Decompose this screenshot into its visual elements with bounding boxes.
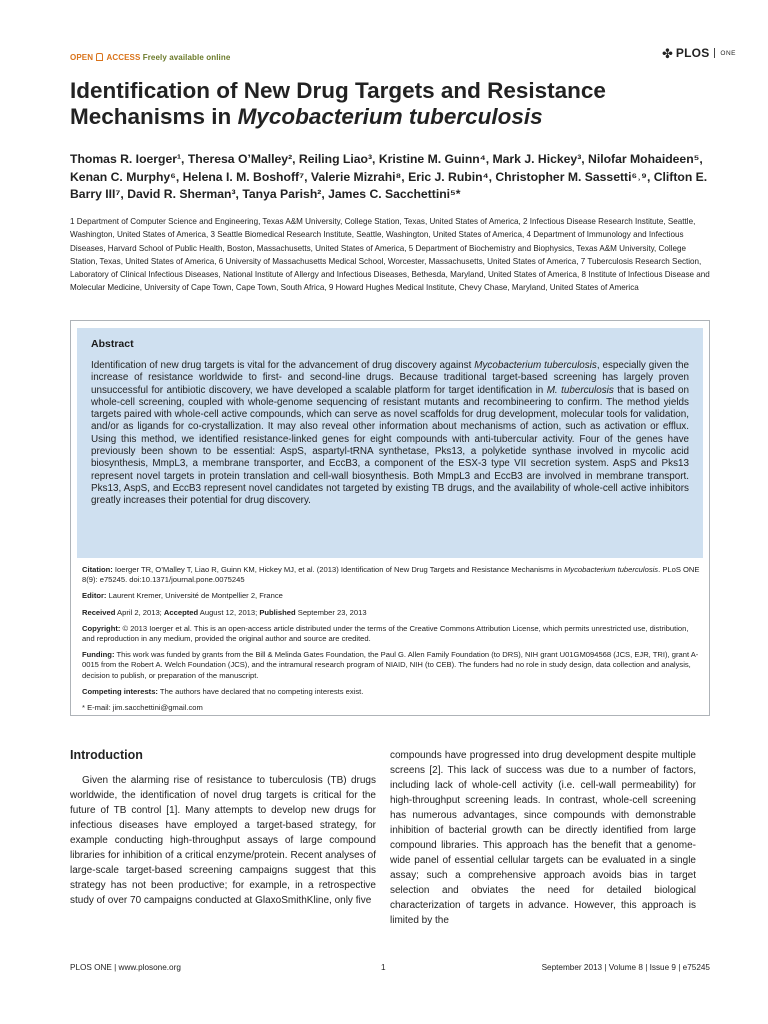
accepted-label: Accepted bbox=[163, 607, 199, 617]
competing-interests bbox=[82, 687, 702, 697]
abstract-panel bbox=[77, 328, 703, 558]
abstract-italic-1: Mycobacterium tuberculosis bbox=[474, 360, 597, 371]
access-label: ACCESS bbox=[106, 53, 141, 62]
copyright bbox=[82, 624, 702, 644]
publisher-name: PLOS bbox=[675, 46, 710, 60]
citation-text: Ioerger TR, O’Malley T, Liao R, Guinn KM, Hickey MJ, et al. (2013) Identification of New Drug Targets and Resistance Mechanisms in bbox=[112, 565, 564, 574]
title-line-1: Identification of New Drug Targets and Resistance bbox=[70, 78, 606, 103]
citation bbox=[82, 565, 702, 585]
intro-column-right bbox=[390, 748, 696, 928]
abstract-part-3: that is based on whole-cell screening, coupled with whole-genome sequencing of resistant mutants and recombineering to confirm. The method yields targets paired with whole-cell active compounds, which can serve as novel scaffolds for drug development, molecular tools for validation, and/or as ligands for co-crystallization. It may also reveal other information about mechanisms of action, such as activation or efflux. Using this method, we identified resistance-linked genes for eight compounds with anti-tubercular activity. Four of the genes have previously been shown to be essential: AspS, aspartyl-tRNA synthetase, Pks13, a polyketide synthase involved in mycolic acid biosynthesis, MmpL3, a membrane transporter, and EccB3, a component of the ESX-3 type VII secretion system. AspS and Pks13 represent novel targets in protein translation and cell-wall biosynthesis. Both MmpL3 and EccB3 are involved in membrane transport. Pks13, AspS, and EccB3 represent novel candidates not targeted by existing TB drugs, and the availability of whole-cell active inhibitors greatly increases their potential for drug discovery. bbox=[91, 384, 690, 507]
received-date: April 2, 2013; bbox=[115, 607, 164, 617]
affiliations: 1 Department of Computer Science and Engineering, Texas A&M University, College Station, Texas, United States of America, 2 Infectious Disease Research Institute, Seattle, Washington, United States of America, 3 Seattle Biomedical Research Institute, Seattle, Washington, United States of America, 4 Department of Immunology and Infectious Diseases, Harvard School of Public Health, Boston, Massachusetts, United States of America, 5 Department of Biochemistry and Biophysics, Texas A&M University, College Station, Texas, United States of America, 6 University of Massachusetts Medical School, Worcester, Massachusetts, United States of America, 7 Tuberculosis Research Section, Laboratory of Clinical Infectious Diseases, National Institute of Allergy and Infectious Diseases, Bethesda, Maryland, United States of America, 8 Institute of Infectious Disease and Molecular Medicine, University of Cape Town, Cape Town, South Africa, 9 Howard Hughes Medical Institute, Chevy Chase, Maryland, United States of America bbox=[70, 217, 710, 293]
abstract-heading: Abstract bbox=[91, 338, 134, 350]
title-line-2: Mechanisms in bbox=[70, 104, 238, 129]
published-date: September 23, 2013 bbox=[295, 607, 367, 617]
funding-text: This work was funded by grants from the Bill & Melinda Gates Foundation, the Paul G. Allen Family Foundation (to DRS), NIH grant U01GM094568 (JCS, EJR, TRI), grant A-0015 from the Robert A. Welch Foundation (JCS), and the intramural research program of NIAID, NIH (to CEB). The funders had no role in study design, data collection and analysis, decision to publish, or preparation of the manuscript. bbox=[82, 650, 699, 680]
citation-species: Mycobacterium tuberculosis bbox=[563, 565, 659, 574]
funding bbox=[82, 650, 702, 681]
open-access-banner bbox=[70, 53, 230, 62]
journal-short-name: ONE bbox=[720, 49, 736, 57]
citation-doi: . PLoS ONE 8(9): e75245. doi:10.1371/journal.pone.0075245 bbox=[82, 565, 700, 585]
abstract-part-1: Identification of new drug targets is vital for the advancement of drug discovery against bbox=[91, 360, 475, 371]
intro-heading: Introduction bbox=[70, 748, 143, 762]
logo-divider bbox=[714, 48, 715, 58]
funding-label: Funding: bbox=[82, 650, 115, 660]
copyright-text: © 2013 Ioerger et al. This is an open-access article distributed under the terms of the Creative Commons Attribution License, which permits unrestricted use, distribution, and reproduction in any medium, provided the original author and source are credited. bbox=[82, 623, 689, 644]
plos-mark-icon: ✤ bbox=[662, 45, 673, 61]
competing-label: Competing interests: bbox=[82, 686, 158, 696]
corresponding-email[interactable]: * E-mail: jim.sacchettini@gmail.com bbox=[82, 703, 203, 713]
article-title bbox=[70, 78, 710, 130]
editor bbox=[82, 591, 702, 601]
free-online-label: Freely available online bbox=[142, 53, 231, 62]
footer-journal: PLOS ONE | www.plosone.org bbox=[70, 963, 181, 972]
editor-label: Editor: bbox=[82, 591, 107, 601]
citation-label: Citation: bbox=[82, 565, 113, 574]
author-list: Thomas R. Ioerger¹, Theresa O’Malley², Reiling Liao³, Kristine M. Guinn⁴, Mark J. Hickey³, Nilofar Mohaideen⁵, Kenan C. Murphy⁶, Helena I. M. Boshoff⁷, Valerie Mizrahi⁸, Eric J. Rubin⁴, Christopher M. Sassetti⁶˒⁹, Clifton E. Barry III⁷, David R. Sherman³, Tanya Parish², James C. Sacchettini⁵* bbox=[70, 152, 708, 201]
intro-column-left bbox=[70, 748, 376, 908]
received-label: Received bbox=[82, 607, 116, 617]
page-number: 1 bbox=[381, 963, 386, 972]
open-label: OPEN bbox=[70, 53, 94, 62]
title-species: Mycobacterium tuberculosis bbox=[237, 104, 543, 129]
editor-text: Laurent Kremer, Université de Montpellier 2, France bbox=[106, 591, 283, 601]
abstract-italic-2: M. tuberculosis bbox=[546, 384, 614, 396]
intro-paragraph-2: compounds have progressed into drug development despite multiple screens [2]. This lack of success was due to a number of factors, including lack of whole-cell activity (i.e. cell-wall permeability) for high-throughput screening leads. In contrast, whole-cell screening has numerous advantages, since compounds with demonstrable inhibition of bacterial growth can be directly identified from large compound libraries. This approach has the benefit that a genome-wide panel of essential cellular targets can be evaluated in a single assay; such a comprehensive approach avoids bias in target selection and obviates the need for detailed biological characterization of targets in advance. However, this approach is limited by the bbox=[390, 750, 696, 926]
published-label: Published bbox=[259, 607, 296, 617]
copyright-label: Copyright: bbox=[82, 623, 121, 633]
intro-paragraph-1: Given the alarming rise of resistance to tuberculosis (TB) drugs worldwide, the identification of novel drug targets is critical for the future of TB control [1]. Many attempts to develop new drugs for infectious diseases have employed a target-based strategy, for example conducting high-throughput assays of large compound libraries for inhibition of a critical enzyme/protein. Recent analyses of large-scale target-based screening campaigns suggest that this strategy has not been productive; for example, in a retrospective study of over 70 campaigns conducted at GlaxoSmithKline, only five bbox=[70, 775, 376, 906]
abstract-text bbox=[91, 360, 689, 508]
abstract-part-2: , especially given the increase of resistance worldwide to first- and second-line drugs. Because traditional target-based screening has largely proven unsuccessful for antibiotic discovery, we have developed a scalable platform for target identification in bbox=[91, 360, 689, 396]
lock-icon bbox=[96, 53, 103, 61]
accepted-date: August 12, 2013; bbox=[198, 607, 260, 617]
publisher-logo bbox=[662, 46, 736, 60]
footer-issue: September 2013 | Volume 8 | Issue 9 | e75245 bbox=[541, 963, 710, 972]
dates bbox=[82, 608, 702, 618]
competing-text: The authors have declared that no competing interests exist. bbox=[157, 686, 364, 696]
article-metadata bbox=[82, 565, 702, 719]
